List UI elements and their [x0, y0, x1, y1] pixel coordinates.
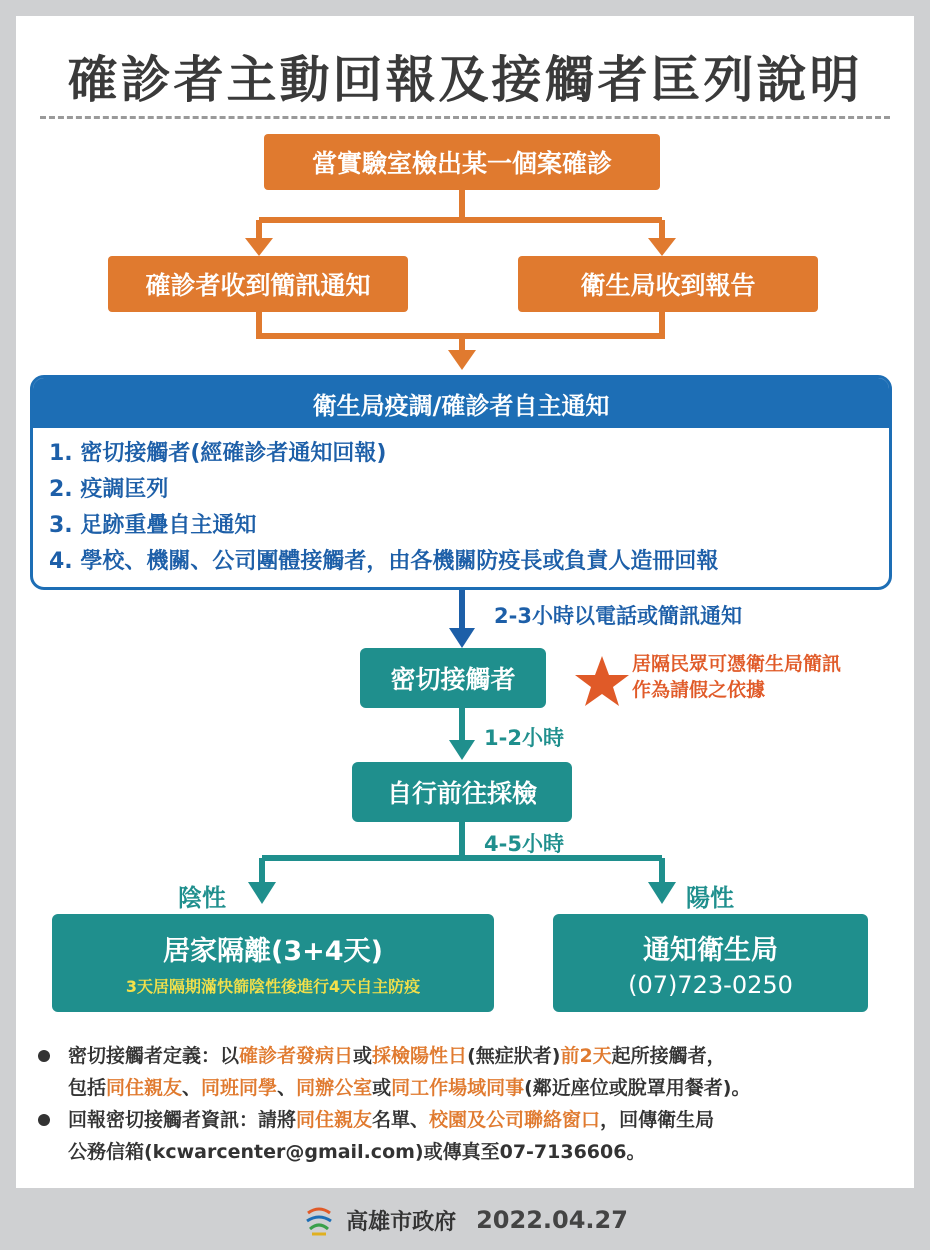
page-title: 確診者主動回報及接觸者匡列說明 — [67, 51, 863, 109]
text: 包括 — [68, 1077, 107, 1099]
highlight: 採檢陽性日 — [372, 1045, 468, 1067]
highlight: 同住親友 — [296, 1109, 373, 1131]
investigation-list — [33, 428, 889, 580]
bullet-dot-icon — [38, 1114, 50, 1126]
kaohsiung-logo-icon — [302, 1203, 336, 1237]
footer-org: 高雄市政府 — [346, 1209, 457, 1235]
text: 或 — [353, 1045, 373, 1067]
text: 名單、 — [372, 1109, 430, 1131]
footer-date: 2022.04.27 — [476, 1206, 628, 1234]
notify-bureau-phone: (07)723-0250 — [628, 970, 793, 999]
definition-notes — [36, 1040, 916, 1168]
health-bureau-report-box: 衛生局收到報告 — [518, 256, 818, 312]
patient-sms-box: 確診者收到簡訊通知 — [108, 256, 408, 312]
bullet-definition — [36, 1040, 916, 1104]
lab-confirmed-box: 當實驗室檢出某一個案確診 — [264, 134, 660, 190]
highlight: 同辦公室 — [296, 1077, 373, 1099]
blue-connector — [449, 590, 475, 648]
text: 密切接觸者定義：以 — [68, 1045, 240, 1067]
list-item: 3. 足跡重疊自主通知 — [49, 513, 257, 538]
text: (鄰近座位或脫罩用餐者)。 — [524, 1077, 751, 1099]
highlight: 確診者發病日 — [239, 1045, 354, 1067]
home-quarantine-sub: 3天居隔期滿快篩陰性後進行4天自主防疫 — [125, 977, 421, 996]
leave-note-line: 作為請假之依據 — [632, 679, 766, 701]
list-item: 2. 疫調匡列 — [49, 477, 169, 502]
notify-bureau-title: 通知衛生局 — [643, 934, 778, 966]
leave-note — [632, 651, 841, 703]
text: 回報密切接觸者資訊：請將 — [68, 1109, 297, 1131]
time-label-1-2h: 1-2小時 — [484, 726, 564, 750]
list-item: 4. 學校、機關、公司團體接觸者，由各機關防疫長或負責人造冊回報 — [49, 549, 719, 574]
self-test-box: 自行前往採檢 — [352, 762, 572, 822]
text: 公務信箱(kcwarcenter@gmail.com)或傳真至07-7136606。 — [68, 1141, 646, 1163]
text: 、 — [277, 1077, 297, 1099]
text: 起所接觸者， — [611, 1045, 726, 1067]
bullet-report-info — [36, 1104, 916, 1168]
text: (無症狀者) — [467, 1045, 561, 1067]
list-item: 1. 密切接觸者(經確診者通知回報) — [49, 441, 387, 466]
text: ，回傳衛生局 — [600, 1109, 715, 1131]
footer — [0, 1195, 930, 1245]
highlight: 同工作場域同事 — [391, 1077, 525, 1099]
notify-bureau-box — [553, 914, 868, 1012]
time-label-4-5h: 4-5小時 — [484, 832, 564, 856]
highlight: 同住親友 — [106, 1077, 183, 1099]
leave-note-line: 居隔民眾可憑衛生局簡訊 — [632, 653, 842, 675]
star-icon — [575, 656, 629, 706]
bullet-dot-icon — [38, 1050, 50, 1062]
positive-label: 陽性 — [686, 884, 734, 912]
highlight: 校園及公司聯絡窗口 — [429, 1109, 601, 1131]
highlight: 同班同學 — [201, 1077, 278, 1099]
investigation-panel-heading: 衛生局疫調/確診者自主通知 — [33, 378, 889, 428]
text: 、 — [182, 1077, 202, 1099]
home-quarantine-title: 居家隔離(3+4天) — [163, 936, 383, 967]
close-contact-box: 密切接觸者 — [360, 648, 546, 708]
home-quarantine-box — [52, 914, 494, 1012]
negative-label: 陰性 — [178, 884, 226, 912]
notify-time-label: 2-3小時以電話或簡訊通知 — [494, 604, 742, 628]
highlight: 前2天 — [560, 1045, 612, 1067]
text: 或 — [372, 1077, 392, 1099]
investigation-panel — [30, 375, 892, 590]
